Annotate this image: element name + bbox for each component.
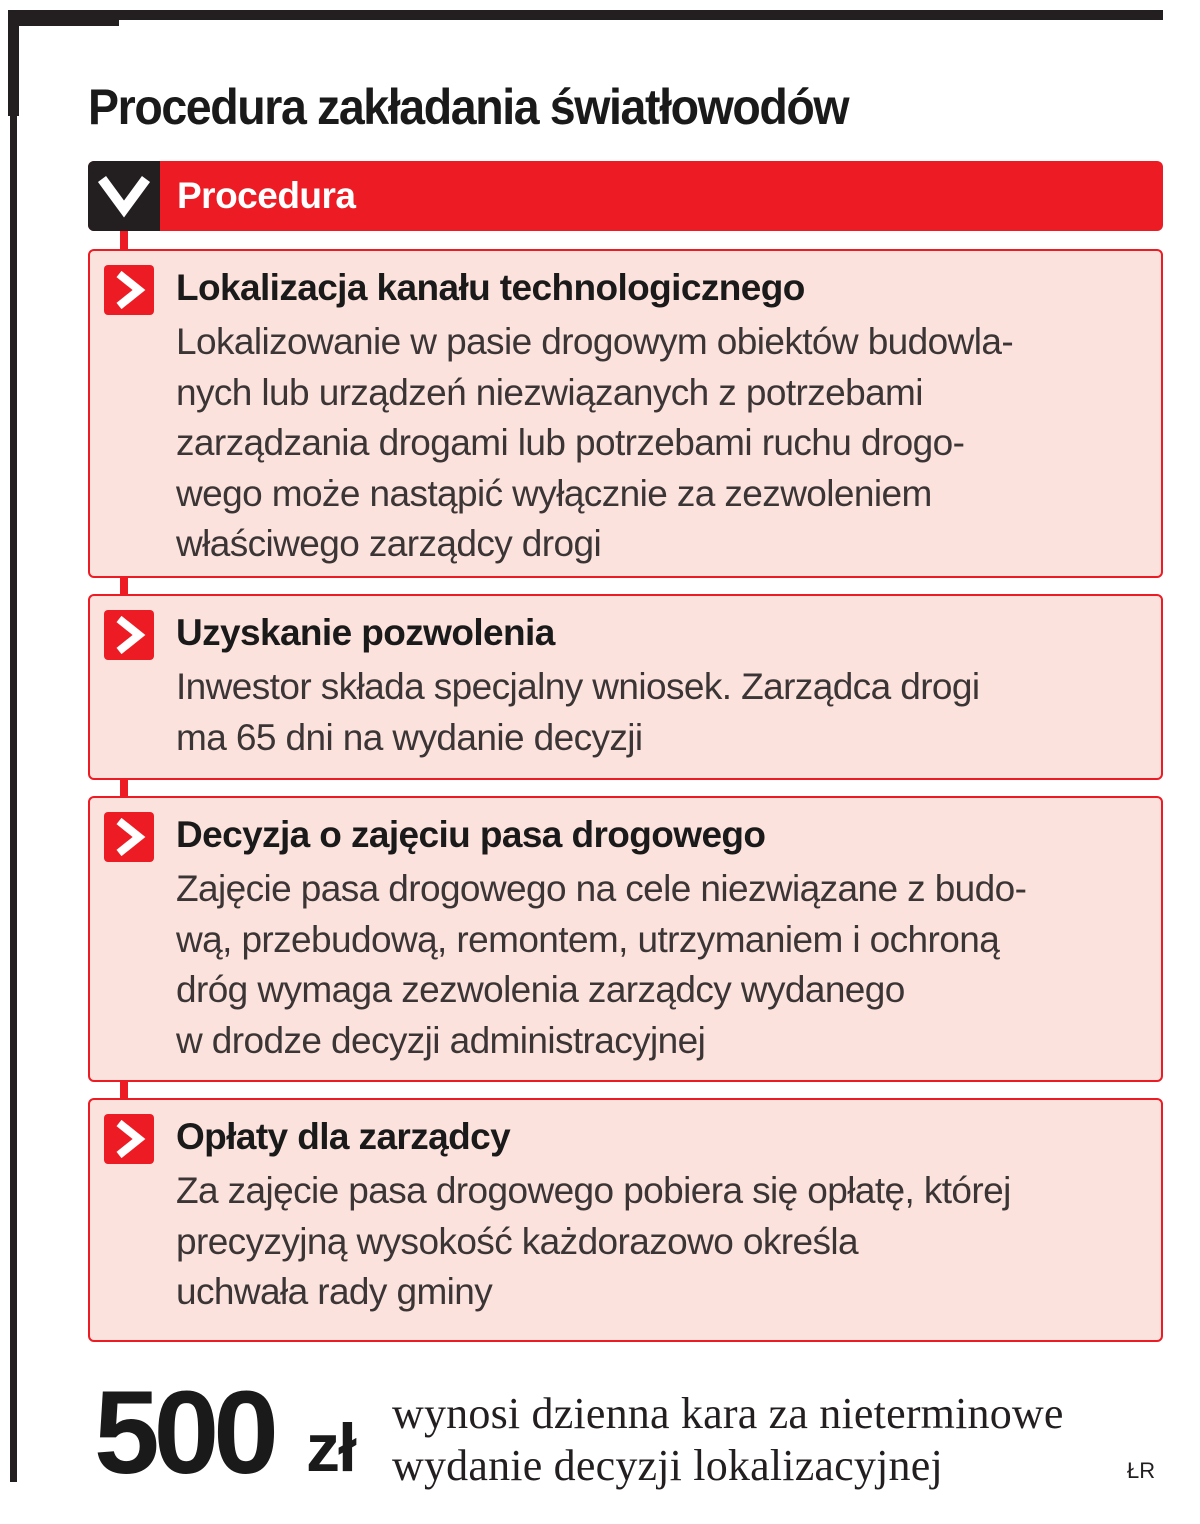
infographic-title: Procedura zakładania światłowodów [88, 79, 849, 135]
banner-icon-box [88, 161, 160, 231]
step-title: Uzyskanie pozwolenia [176, 612, 555, 653]
step-icon-box [104, 812, 154, 862]
procedure-banner [88, 161, 1163, 231]
step-icon-box [104, 610, 154, 660]
timeline-connector [120, 231, 128, 251]
frame-left-rule [10, 110, 17, 1482]
chevron-right-icon [112, 615, 148, 655]
step-title: Decyzja o zajęciu pasa drogowego [176, 814, 766, 855]
chevron-right-icon [112, 817, 148, 857]
penalty-currency: zł [306, 1410, 355, 1486]
step-card-localization [88, 249, 1163, 578]
source-credit: ŁR [1127, 1458, 1156, 1483]
timeline-connector [120, 1080, 128, 1100]
step-title: Opłaty dla zarządcy [176, 1116, 511, 1157]
chevron-right-icon [112, 1119, 148, 1159]
penalty-description: wynosi dzienna kara za nieterminowe wydanie decyzji lokalizacyjnej [392, 1389, 1064, 1490]
frame-corner-notch [19, 20, 119, 26]
step-card-fees [88, 1098, 1163, 1342]
banner-label: Procedura [177, 175, 356, 216]
step-description: Inwestor składa specjalny wniosek. Zarządca drogi ma 65 dni na wydanie decyzji [176, 666, 980, 758]
step-description: Lokalizowanie w pasie drogowym obiektów budowla- nych lub urządzeń niezwiązanych z potrzebami zarządzania drogami lub potrzebami ruchu drogo- wego może nastąpić wyłącznie za zezwoleniem właściwego zarządcy drogi [176, 321, 1014, 564]
step-title: Lokalizacja kanału technologicznego [176, 267, 805, 308]
step-icon-box [104, 265, 154, 315]
step-card-decision [88, 796, 1163, 1082]
frame-top-rule [8, 10, 1163, 20]
timeline-connector [120, 576, 128, 596]
step-description: Za zajęcie pasa drogowego pobiera się opłatę, której precyzyjną wysokość każdorazowo określa uchwała rady gminy [176, 1170, 1011, 1312]
frame-left-rule-thick [8, 10, 19, 116]
step-description: Zajęcie pasa drogowego na cele niezwiązane z budo- wą, przebudową, remontem, utrzymaniem i ochroną dróg wymaga zezwolenia zarządcy wydanego w drodze decyzji administracyjnej [176, 868, 1027, 1061]
chevron-right-icon [112, 270, 148, 310]
chevron-down-icon [96, 171, 152, 221]
step-icon-box [104, 1114, 154, 1164]
penalty-amount: 500 [94, 1367, 273, 1499]
step-card-permit [88, 594, 1163, 780]
timeline-connector [120, 778, 128, 798]
